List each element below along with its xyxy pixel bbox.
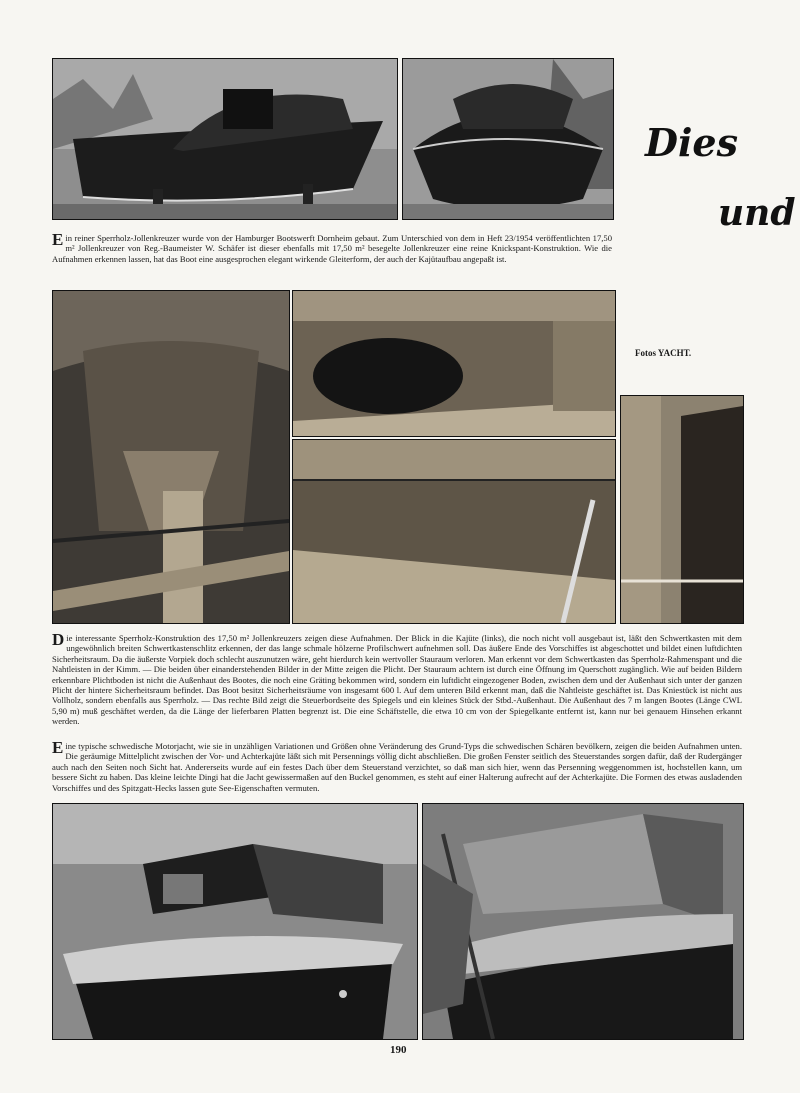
photo-cockpit-opening [292, 290, 616, 437]
photo-cabin-interior [52, 290, 290, 624]
dropcap-e: E [52, 230, 64, 249]
photo-transom [620, 395, 744, 624]
caption-construction-text: ie interessante Sperrholz-Konstruktion des 17,50 m² Jollenkreuzers zeigen diese Aufnahmen. Der Blick in die Kajüte (links), die noch nicht voll ausgebaut ist, läßt den Schwertkasten mit dem ungewöhnlich breiten Schwertkastenschlitz erkennen, der das lange schmale hölzerne Profilschwert aufnehmen soll. Das äußere Ende des Vorschiffes ist abgeschottet und bildet einen luftdichten Sicherheitsraum. Da die äußerste Vorpiek doch schlecht auszunutzen wäre, geht hierdurch kein wertvoller Stauraum verloren. Man erkennt vor dem Schwertkasten das Sperrholz-Rahmenspant und die Nahtleisten in der Kimm. — Die beiden über einanderstehenden Bilder in der Mitte zeigen die Plicht. Der Stauraum achtern ist durch eine Öffnung im Querschott zugänglich. Wie auf beiden Bildern erkennbare Plichtboden ist nicht die Außenhaut des Bootes, die noch eine Gräting bekommen wird, sondern ein luftdicht eingezogener Boden, zwischen dem und der Außenhaut sich unter der ganzen Plicht der hintere Sicherheitsraum befindet. Das Boot besitzt Sicherheitsräume von insgesamt 600 l. Auf dem unteren Bild erkennt man, daß die Nahtleiste geschäftet ist. Das Kniestück ist nicht aus Vollholz, sondern ebenfalls aus Sperrholz. — Das rechte Bild zeigt die Steuerbordseite des Spiegels und ein kleines Stück der Stbd.-Außenhaut. Die Außenhaut des 7 m langen Bootes (Länge CWL 5,90 m) muß geschäftet werden, da die Länge der lieferbaren Platten begrenzt ist. Die eine Schäftstelle, die etwa 10 cm von der Spiegelkante entfernt ist, kann nur bei genauem Hinsehen erkannt werden. [52, 633, 742, 727]
photo-jollenkreuzer-side [52, 58, 398, 220]
photo-credit: Fotos YACHT. [635, 348, 692, 358]
photo-jollenkreuzer-stern [402, 58, 614, 220]
dropcap-e2: E [52, 738, 64, 757]
page-title-dies: Dies [645, 120, 738, 165]
page-title-und: und [718, 192, 796, 234]
photo-motor-yacht-stern [422, 803, 744, 1040]
caption-jollenkreuzer-intro-text: in reiner Sperrholz-Jollenkreuzer wurde von der Hamburger Bootswerft Dornheim gebaut. Zum Unterschied von dem in Heft 23/1954 veröffentlichten 17,50 m² Jollenkreuzer von Reg.-Baumeister W. Schäfer ist dieser ebenfalls mit 17,50 m² besegelte Jollenkreuzer eine reine Knickspant-Konstruktion. Wie die Aufnahmen erkennen lassen, hat das Boot eine ausgesprochen elegant wirkende Gleiterform, der auch der Kajütaufbau angepaßt ist. [52, 233, 612, 264]
caption-swedish-yacht-text: ine typische schwedische Motorjacht, wie sie in unzähligen Variationen und Größen ohne Veränderung des Grund-Typs die schwedischen Schären bevölkern, zeigen die beiden Aufnahmen unten. Die geräumige Mittelplicht zwischen der Vor- und Achterkajüte läßt sich mit Persennings völlig dicht abschließen. Die großen Fenster seitlich des Steuerstandes sorgen dafür, daß der Rudergänger auch nach den Seiten noch Sicht hat. Andererseits wurde auf ein festes Dach über dem Steuerstand verzichtet, so daß man sich hier, wenn das Persenning weggenommen ist, hochstellen kann, um bessere Sicht zu haben. Das kleine leichte Dingi hat die Jacht gewissermaßen auf den Buckel genommen, es steht auf einer Halterung aufrecht auf der Achterkajüte. Die Formen des etwas ausladenden Vorschiffes und des Spitzgatt-Hecks lassen gute See-Eigenschaften vermuten. [52, 741, 742, 793]
photo-motor-yacht-bow [52, 803, 418, 1040]
photo-cockpit-floor [292, 439, 616, 624]
dropcap-d: D [52, 630, 65, 649]
caption-jollenkreuzer-intro [52, 230, 612, 264]
caption-swedish-yacht [52, 738, 742, 793]
caption-construction [52, 630, 742, 727]
page-number: 190 [390, 1044, 407, 1056]
